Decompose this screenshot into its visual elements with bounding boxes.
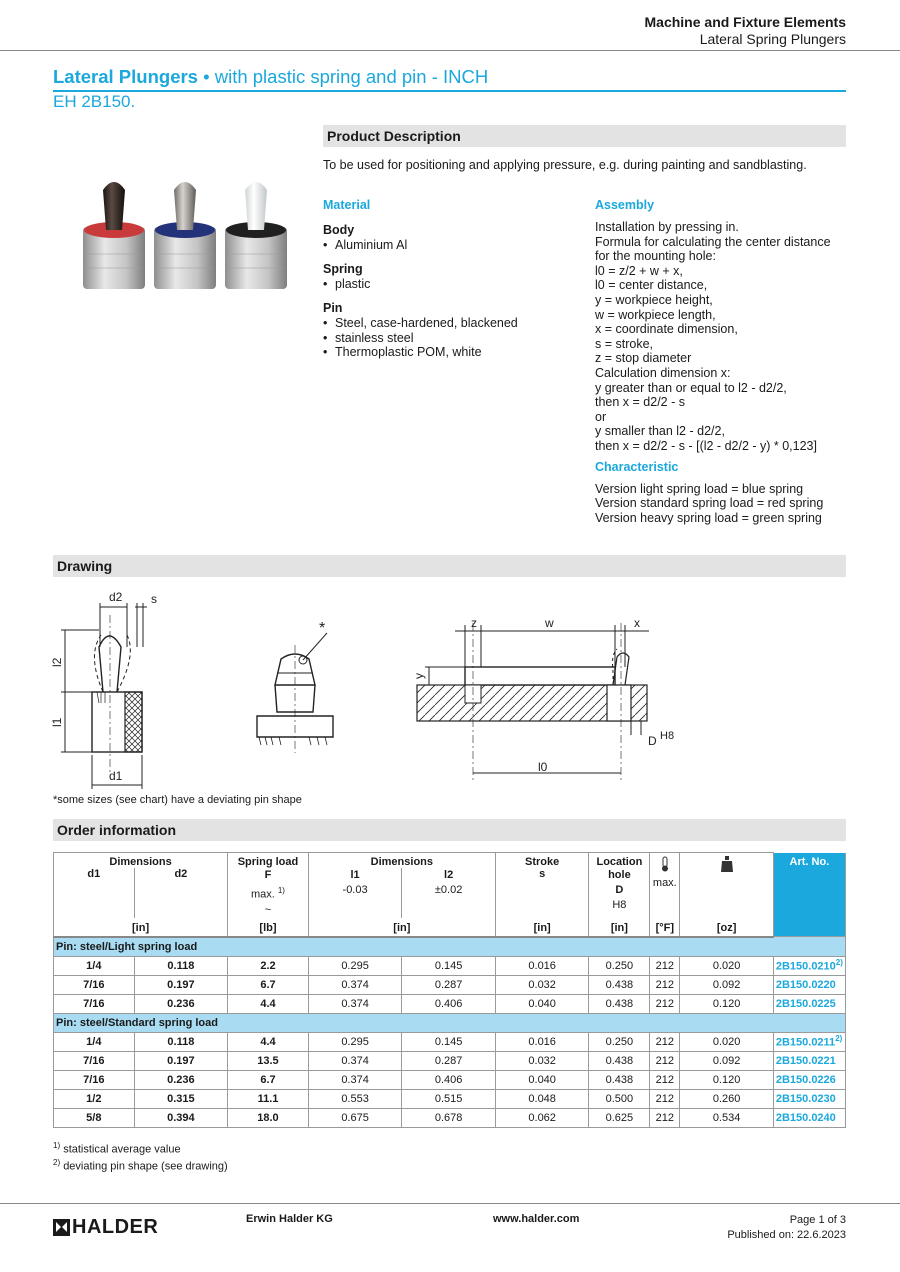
label-y: y <box>412 673 426 679</box>
cell-d2: 0.118 <box>134 1032 228 1051</box>
cell-l2: 0.145 <box>402 1032 496 1051</box>
cell-w: 0.120 <box>680 994 774 1013</box>
product-description-heading: Product Description <box>323 125 846 147</box>
cell-w: 0.092 <box>680 1051 774 1070</box>
assembly-line: y greater than or equal to l2 - d2/2, <box>595 380 787 395</box>
order-rows <box>54 937 846 1128</box>
l1-label: l1 <box>350 869 360 881</box>
art-no-cell[interactable] <box>773 1070 845 1089</box>
unit-in: [in] <box>54 918 228 937</box>
characteristic-line: Version standard spring load = red spring <box>595 496 824 511</box>
drawing-side-view <box>50 590 157 789</box>
col-location: Location <box>589 853 650 869</box>
cell-s: 0.016 <box>495 956 589 975</box>
assembly-line: w = workpiece length, <box>595 307 716 322</box>
cell-l2: 0.406 <box>402 994 496 1013</box>
col-spring-load: Spring load <box>228 853 309 869</box>
table-row <box>54 994 846 1013</box>
footer-page-info <box>727 1213 846 1243</box>
title-sep: • <box>197 66 215 87</box>
assembly-line: x = coordinate dimension, <box>595 322 738 337</box>
cell-F: 2.2 <box>228 956 309 975</box>
spring-item: • plastic <box>323 277 573 292</box>
assembly-line: y smaller than l2 - d2/2, <box>595 424 725 439</box>
footnote-1-sup: 1) <box>53 1141 61 1150</box>
assembly-line: y = workpiece height, <box>595 292 713 307</box>
col-s: s <box>495 868 589 918</box>
cell-D: 0.500 <box>589 1089 650 1108</box>
cell-t: 212 <box>650 1032 680 1051</box>
assembly-line: z = stop diameter <box>595 351 692 366</box>
art-no-cell[interactable] <box>773 956 845 975</box>
group-row <box>54 1013 846 1032</box>
halder-logo-text: HALDER <box>72 1216 159 1238</box>
characteristic-text <box>595 482 847 526</box>
H8-label: H8 <box>612 899 627 911</box>
assembly-text <box>595 220 847 454</box>
D-label: D <box>615 884 624 896</box>
table-row <box>54 956 846 975</box>
col-dimensions: Dimensions <box>54 853 228 869</box>
cell-w: 0.092 <box>680 975 774 994</box>
cell-s: 0.048 <box>495 1089 589 1108</box>
cell-l1: 0.374 <box>308 975 402 994</box>
cell-l2: 0.287 <box>402 1051 496 1070</box>
cell-F: 6.7 <box>228 975 309 994</box>
group-row <box>54 937 846 957</box>
cell-F: 11.1 <box>228 1089 309 1108</box>
page-title <box>53 66 488 88</box>
art-no-cell[interactable] <box>773 1089 845 1108</box>
l2-tol: ±0.02 <box>434 884 463 896</box>
label-z: z <box>471 616 477 630</box>
footer-website[interactable]: www.halder.com <box>493 1213 580 1225</box>
art-no-link[interactable]: 2B150.0220 <box>775 978 836 991</box>
group-label: Pin: steel/Standard spring load <box>54 1013 846 1032</box>
title-underline <box>53 90 846 92</box>
cell-l2: 0.145 <box>402 956 496 975</box>
cell-d1: 7/16 <box>54 1070 135 1089</box>
cell-l1: 0.675 <box>308 1108 402 1127</box>
cell-l1: 0.374 <box>308 994 402 1013</box>
assembly-line: s = stroke, <box>595 336 654 351</box>
l2-label: l2 <box>444 869 454 881</box>
characteristic-line: Version light spring load = blue spring <box>595 481 804 496</box>
art-no-link[interactable]: 2B150.0210 <box>775 960 836 973</box>
drawing-assembly-view <box>412 616 674 781</box>
cell-s: 0.040 <box>495 1070 589 1089</box>
cell-D: 0.438 <box>589 994 650 1013</box>
cell-l2: 0.406 <box>402 1070 496 1089</box>
cell-l2: 0.678 <box>402 1108 496 1127</box>
cell-F: 6.7 <box>228 1070 309 1089</box>
cell-t: 212 <box>650 1108 680 1127</box>
drawing-pin-detail <box>257 620 333 753</box>
col-D <box>589 868 650 918</box>
table-row <box>54 1108 846 1127</box>
cell-F: 13.5 <box>228 1051 309 1070</box>
cell-s: 0.016 <box>495 1032 589 1051</box>
table-row <box>54 1032 846 1051</box>
cell-l1: 0.553 <box>308 1089 402 1108</box>
art-no-sup: 2) <box>835 1034 843 1044</box>
col-stroke: Stroke <box>495 853 589 869</box>
thermometer-icon <box>660 856 670 872</box>
art-no-cell[interactable] <box>773 1051 845 1070</box>
cell-w: 0.534 <box>680 1108 774 1127</box>
pin-label: Pin <box>323 301 343 316</box>
pin-item: • stainless steel <box>323 331 573 346</box>
F-max <box>230 883 306 903</box>
art-no-link[interactable]: 2B150.0230 <box>775 1092 836 1105</box>
unit-in-2: [in] <box>308 918 495 937</box>
assembly-line: l0 = center distance, <box>595 278 708 293</box>
cell-d2: 0.236 <box>134 1070 228 1089</box>
footer-published: Published on: 22.6.2023 <box>727 1229 846 1241</box>
cell-s: 0.040 <box>495 994 589 1013</box>
group-label: Pin: steel/Light spring load <box>54 937 846 957</box>
art-no-link[interactable]: 2B150.0211 <box>775 1036 836 1049</box>
cell-d1: 7/16 <box>54 1051 135 1070</box>
cell-t: 212 <box>650 975 680 994</box>
col-l2 <box>402 868 496 918</box>
label-s: s <box>151 592 157 606</box>
halder-logo-icon <box>53 1219 70 1236</box>
plunger-white-black <box>225 182 287 289</box>
footnote-1-text: statistical average value <box>63 1143 181 1156</box>
cell-F: 18.0 <box>228 1108 309 1127</box>
product-photo <box>80 172 300 292</box>
label-D: D <box>648 734 657 748</box>
art-no-link[interactable]: 2B150.0226 <box>775 1073 836 1086</box>
cell-d1: 7/16 <box>54 994 135 1013</box>
characteristic-heading: Characteristic <box>595 459 679 474</box>
header-subcategory: Lateral Spring Plungers <box>699 31 846 47</box>
temp-max: max. <box>652 877 677 889</box>
cell-l1: 0.374 <box>308 1070 402 1089</box>
cell-d1: 5/8 <box>54 1108 135 1127</box>
art-no-link[interactable]: 2B150.0225 <box>775 997 836 1010</box>
cell-t: 212 <box>650 1051 680 1070</box>
body-label: Body <box>323 223 355 237</box>
assembly-line: or <box>595 409 607 424</box>
cell-w: 0.120 <box>680 1070 774 1089</box>
l1-tol: -0.03 <box>342 884 368 896</box>
assembly-line: Formula for calculating the center distance for the mounting hole: <box>595 234 831 264</box>
pin-item: • Steel, case-hardened, blackened <box>323 316 573 331</box>
drawing-heading: Drawing <box>53 555 846 577</box>
title-main: Lateral Plungers <box>53 66 198 87</box>
cell-D: 0.438 <box>589 975 650 994</box>
cell-D: 0.625 <box>589 1108 650 1127</box>
assembly-line: then x = d2/2 - s <box>595 395 685 410</box>
cell-D: 0.438 <box>589 1070 650 1089</box>
document-header <box>645 14 847 48</box>
art-no-link[interactable]: 2B150.0221 <box>775 1054 836 1067</box>
unit-lb: [lb] <box>228 918 309 937</box>
order-heading: Order information <box>53 819 846 841</box>
cell-t: 212 <box>650 1070 680 1089</box>
col-d2: d2 <box>134 868 228 918</box>
footnote-1 <box>53 1141 181 1156</box>
cell-l1: 0.295 <box>308 956 402 975</box>
plunger-steel-blue <box>154 182 216 289</box>
product-code: EH 2B150. <box>53 92 136 111</box>
technical-drawing <box>45 585 675 790</box>
cell-d1: 1/4 <box>54 1032 135 1051</box>
cell-d2: 0.394 <box>134 1108 228 1127</box>
order-table <box>53 852 846 1128</box>
art-no-cell[interactable] <box>773 975 845 994</box>
cell-F: 4.4 <box>228 1032 309 1051</box>
art-no-link[interactable]: 2B150.0240 <box>775 1111 836 1124</box>
header-divider <box>0 50 900 51</box>
cell-d2: 0.118 <box>134 956 228 975</box>
label-w: w <box>545 616 554 630</box>
assembly-line: Calculation dimension x: <box>595 365 731 380</box>
table-row <box>54 1070 846 1089</box>
body-item: • Aluminium Al <box>323 238 573 253</box>
label-l0: l0 <box>538 760 548 774</box>
spring-label: Spring <box>323 262 363 277</box>
material-block <box>323 198 573 360</box>
cell-s: 0.062 <box>495 1108 589 1127</box>
col-weight <box>680 853 774 918</box>
header-category: Machine and Fixture Elements <box>644 14 846 30</box>
cell-l1: 0.374 <box>308 1051 402 1070</box>
F-max-text: max. <box>250 888 275 901</box>
art-no-cell[interactable] <box>773 1032 845 1051</box>
col-temperature <box>650 853 680 918</box>
cell-t: 212 <box>650 1089 680 1108</box>
product-intro: To be used for positioning and applying pressure, e.g. during painting and sandblasting. <box>323 158 807 172</box>
hole-label: hole <box>608 869 631 881</box>
halder-logo <box>53 1216 158 1239</box>
unit-f: [°F] <box>650 918 680 937</box>
cell-s: 0.032 <box>495 1051 589 1070</box>
weight-icon <box>721 856 733 872</box>
order-table-wrap <box>53 852 846 1128</box>
cell-d2: 0.315 <box>134 1089 228 1108</box>
table-row <box>54 975 846 994</box>
cell-l2: 0.515 <box>402 1089 496 1108</box>
cell-d1: 7/16 <box>54 975 135 994</box>
label-star: * <box>319 620 326 637</box>
label-d1: d1 <box>109 769 123 783</box>
label-H8: H8 <box>660 730 675 742</box>
art-no-sup: 2) <box>835 958 843 968</box>
cell-w: 0.260 <box>680 1089 774 1108</box>
cell-D: 0.250 <box>589 1032 650 1051</box>
footnote-2-sup: 2) <box>53 1158 61 1167</box>
col-art-no: Art. No. <box>773 853 845 937</box>
col-l1 <box>308 868 402 918</box>
assembly-block <box>595 198 847 525</box>
cell-d2: 0.236 <box>134 994 228 1013</box>
col-F <box>228 868 309 918</box>
table-row <box>54 1089 846 1108</box>
F-tilde: ~ <box>264 903 272 916</box>
F-label: F <box>264 869 272 881</box>
footer-company: Erwin Halder KG <box>246 1213 333 1225</box>
unit-in-4: [in] <box>589 918 650 937</box>
cell-l1: 0.295 <box>308 1032 402 1051</box>
col-d1: d1 <box>54 868 135 918</box>
label-x: x <box>634 616 640 630</box>
footer-divider <box>0 1203 900 1204</box>
cell-t: 212 <box>650 956 680 975</box>
footer-page: Page 1 of 3 <box>789 1214 846 1226</box>
cell-F: 4.4 <box>228 994 309 1013</box>
cell-d2: 0.197 <box>134 975 228 994</box>
table-row <box>54 1051 846 1070</box>
label-d2: d2 <box>109 590 123 604</box>
unit-in-3: [in] <box>495 918 589 937</box>
title-rest: with plastic spring and pin - INCH <box>214 66 489 87</box>
label-l1: l1 <box>50 717 64 727</box>
cell-D: 0.250 <box>589 956 650 975</box>
cell-w: 0.020 <box>680 1032 774 1051</box>
unit-oz: [oz] <box>680 918 774 937</box>
characteristic-line: Version heavy spring load = green spring <box>595 510 822 525</box>
material-heading: Material <box>323 198 371 212</box>
col-dimensions-2: Dimensions <box>308 853 495 869</box>
cell-D: 0.438 <box>589 1051 650 1070</box>
assembly-line: Installation by pressing in. <box>595 220 739 234</box>
cell-d1: 1/4 <box>54 956 135 975</box>
assembly-heading: Assembly <box>595 198 655 212</box>
assembly-line: then x = d2/2 - s - [(l2 - d2/2 - y) * 0,123] <box>595 438 817 453</box>
label-l2: l2 <box>50 657 64 667</box>
F-max-sup: 1) <box>277 886 285 895</box>
drawing-note: *some sizes (see chart) have a deviating pin shape <box>53 794 302 806</box>
cell-d2: 0.197 <box>134 1051 228 1070</box>
cell-s: 0.032 <box>495 975 589 994</box>
art-no-cell[interactable] <box>773 994 845 1013</box>
pin-item: • Thermoplastic POM, white <box>323 345 573 360</box>
cell-w: 0.020 <box>680 956 774 975</box>
cell-t: 212 <box>650 994 680 1013</box>
assembly-line: l0 = z/2 + w + x, <box>595 263 683 278</box>
plunger-black-red <box>83 182 145 289</box>
footnote-2 <box>53 1158 228 1173</box>
cell-d1: 1/2 <box>54 1089 135 1108</box>
footnote-2-text: deviating pin shape (see drawing) <box>63 1160 228 1173</box>
cell-l2: 0.287 <box>402 975 496 994</box>
art-no-cell[interactable] <box>773 1108 845 1127</box>
